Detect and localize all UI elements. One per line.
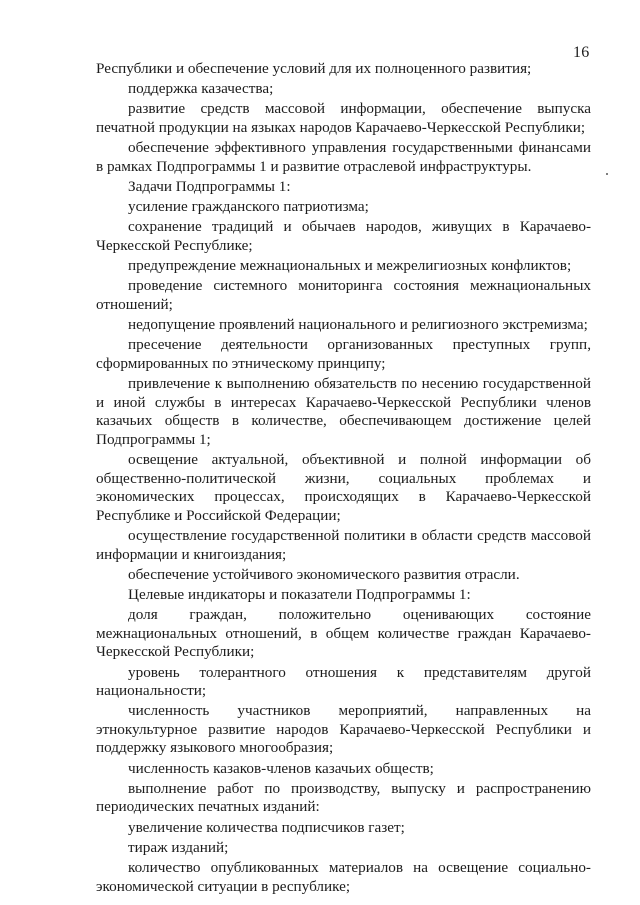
paragraph: привлечение к выполнению обязательств по несению государственной и иной службы в интересах Карачаево-Черкесской Республики членов казачьих обществ в количестве, обеспечивающем достижение целей Подпрограммы 1; xyxy=(96,375,591,448)
paragraph: поддержка казачества; xyxy=(128,80,274,98)
paragraph: усиление гражданского патриотизма; xyxy=(128,198,369,216)
paragraph: количество опубликованных материалов на освещение социально-экономической ситуации в республике; xyxy=(96,859,591,895)
paragraph: освещение актуальной, объективной и полной информации об общественно-политической жизни, социальных проблемах и экономических процессах, происходящих в Карачаево-Черкесской Республике и Российской Федерации; xyxy=(96,451,591,524)
paragraph: сохранение традиций и обычаев народов, живущих в Карачаево-Черкесской Республике; xyxy=(96,218,591,254)
document-body xyxy=(96,60,591,898)
section-heading: Задачи Подпрограммы 1: xyxy=(128,177,291,195)
paragraph: Республики и обеспечение условий для их полноценного развития; xyxy=(96,60,532,77)
paragraph: обеспечение эффективного управления государственными финансами в рамках Подпрограммы 1 и развитие отраслевой инфраструктуры. xyxy=(96,139,591,175)
paragraph: обеспечение устойчивого экономического развития отрасли. xyxy=(128,565,520,583)
paragraph: проведение системного мониторинга состояния межнациональных отношений; xyxy=(96,277,591,313)
paragraph: тираж изданий; xyxy=(128,838,229,856)
paragraph: численность казаков-членов казачьих обществ; xyxy=(128,759,434,777)
paragraph: осуществление государственной политики в области средств массовой информации и книгоиздания; xyxy=(96,526,591,563)
paragraph: численность участников мероприятий, направленных на этнокультурное развитие народов Карачаево-Черкесской Республики и поддержку языкового многообразия; xyxy=(96,702,591,757)
paragraph: предупреждение межнациональных и межрелигиозных конфликтов; xyxy=(128,257,572,275)
paragraph: уровень толерантного отношения к представителям другой национальности; xyxy=(96,663,591,700)
page-number: 16 xyxy=(573,44,590,61)
paragraph: увеличение количества подписчиков газет; xyxy=(128,818,405,836)
paragraph: недопущение проявлений национального и религиозного экстремизма; xyxy=(128,316,588,334)
paragraph: развитие средств массовой информации, обеспечение выпуска печатной продукции на языках народов Карачаево-Черкесской Республики; xyxy=(96,100,591,136)
scan-speck xyxy=(606,173,608,175)
section-heading: Целевые индикаторы и показатели Подпрограммы 1: xyxy=(128,585,471,603)
paragraph: выполнение работ по производству, выпуску и распространению периодических печатных изданий: xyxy=(96,779,591,816)
paragraph: пресечение деятельности организованных преступных групп, сформированных по этническому принципу; xyxy=(96,336,591,372)
paragraph: доля граждан, положительно оценивающих состояние межнациональных отношений, в общем количестве граждан Карачаево-Черкесской Республики; xyxy=(96,606,591,661)
